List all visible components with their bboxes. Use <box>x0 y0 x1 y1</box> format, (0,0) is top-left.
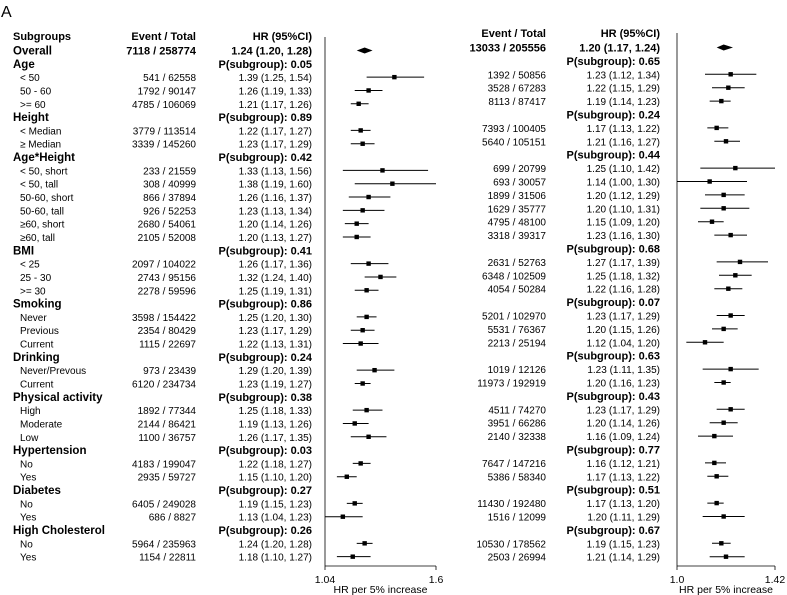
left-forest-panel <box>13 37 443 595</box>
hr-text: 1.26 (1.17, 1.35) <box>238 432 312 444</box>
overall-hr-text: 1.20 (1.17, 1.24) <box>579 42 660 55</box>
hr-point <box>360 381 364 385</box>
hr-text: 1.27 (1.17, 1.39) <box>586 257 660 269</box>
hr-point <box>710 220 714 224</box>
hr-point <box>360 328 364 332</box>
subgroup-item-label: No <box>20 459 33 471</box>
event-total: 3528 / 67283 <box>487 83 546 95</box>
subgroup-p-value: P(subgroup): 0.24 <box>566 109 660 122</box>
hr-point <box>392 75 396 79</box>
event-total: 2144 / 86421 <box>137 419 196 431</box>
event-total: 1115 / 22697 <box>139 339 196 351</box>
event-total: 5386 / 58340 <box>487 472 546 484</box>
event-total: 2140 / 32338 <box>487 432 546 444</box>
subgroup-heading: Smoking <box>13 298 62 311</box>
subgroup-p-value: P(subgroup): 0.07 <box>566 297 660 310</box>
hr-text: 1.20 (1.11, 1.29) <box>587 512 660 524</box>
event-total: 1516 / 12099 <box>487 512 546 524</box>
event-total: 2278 / 59596 <box>137 286 196 298</box>
event-total: 233 / 21559 <box>143 166 196 178</box>
event-total: 7647 / 147216 <box>482 458 546 470</box>
hr-point <box>358 341 362 345</box>
hr-text: 1.29 (1.20, 1.39) <box>238 366 312 378</box>
hr-text: 1.19 (1.15, 1.23) <box>238 499 312 511</box>
hr-text: 1.21 (1.14, 1.29) <box>586 552 660 564</box>
subgroup-p-value: P(subgroup): 0.42 <box>218 152 312 165</box>
event-total: 2097 / 104022 <box>132 259 196 271</box>
hr-text: 1.17 (1.13, 1.22) <box>586 123 660 135</box>
hr-text: 1.20 (1.12, 1.29) <box>586 190 660 202</box>
hr-point <box>351 554 355 558</box>
hr-text: 1.23 (1.17, 1.29) <box>238 326 312 338</box>
subgroup-item-label: 25 - 30 <box>20 272 52 284</box>
x-tick-label: 1.42 <box>764 574 786 586</box>
hr-text: 1.32 (1.24, 1.40) <box>238 272 312 284</box>
hr-point <box>378 275 382 279</box>
hr-point <box>360 208 364 212</box>
subgroup-item-label: ≥60, short <box>20 219 65 231</box>
subgroup-heading: Height <box>13 112 49 125</box>
subgroup-item-label: Yes <box>20 552 37 564</box>
event-total: 1899 / 31506 <box>487 190 546 202</box>
hr-point <box>353 501 357 505</box>
hr-text: 1.23 (1.17, 1.29) <box>586 311 660 323</box>
subgroup-p-value: P(subgroup): 0.43 <box>566 390 660 403</box>
event-total: 3339 / 145260 <box>132 139 196 151</box>
hr-text: 1.25 (1.18, 1.33) <box>238 406 312 418</box>
x-axis-label: HR per 5% increase <box>333 584 428 595</box>
header-subgroups: Subgroups <box>13 31 72 43</box>
event-total: 2935 / 59727 <box>137 472 196 484</box>
hr-text: 1.33 (1.13, 1.56) <box>238 166 312 178</box>
subgroup-p-value: P(subgroup): 0.67 <box>566 524 660 537</box>
hr-text: 1.25 (1.19, 1.31) <box>238 286 312 298</box>
subgroup-p-value: P(subgroup): 0.38 <box>218 391 312 404</box>
subgroup-heading: Age <box>13 58 35 71</box>
subgroup-p-value: P(subgroup): 0.24 <box>218 351 312 364</box>
hr-point <box>703 340 707 344</box>
event-total: 5201 / 102970 <box>482 311 546 323</box>
subgroup-item-label: 50 - 60 <box>20 86 52 98</box>
event-total: 4511 / 74270 <box>488 405 546 417</box>
hr-text: 1.38 (1.19, 1.60) <box>238 179 312 191</box>
hr-text: 1.17 (1.13, 1.20) <box>586 499 660 511</box>
hr-point <box>714 501 718 505</box>
subgroup-item-label: ≥60, tall <box>20 232 55 244</box>
event-total: 2743 / 95156 <box>137 272 196 284</box>
hr-point <box>707 179 711 183</box>
event-total: 10530 / 178562 <box>476 539 546 551</box>
hr-text: 1.23 (1.12, 1.34) <box>586 70 660 82</box>
event-total: 3779 / 113514 <box>132 126 196 138</box>
event-total: 2213 / 25194 <box>487 338 546 350</box>
hr-point <box>345 475 349 479</box>
overall-hr-text: 1.24 (1.20, 1.28) <box>231 45 312 58</box>
overall-label: Overall <box>13 45 52 58</box>
subgroup-p-value: P(subgroup): 0.63 <box>566 350 660 363</box>
event-total: 1792 / 90147 <box>137 86 196 98</box>
event-total: 3598 / 154422 <box>132 312 196 324</box>
event-total: 973 / 23439 <box>143 366 196 378</box>
subgroup-item-label: Previous <box>20 326 59 338</box>
event-total: 6120 / 234734 <box>132 379 196 391</box>
hr-point <box>353 421 357 425</box>
subgroup-item-label: 50-60, tall <box>20 206 64 218</box>
hr-point <box>728 313 732 317</box>
header-hr-left: HR (95%CI) <box>252 31 312 43</box>
subgroup-item-label: 50-60, short <box>20 193 74 205</box>
panel-label: A <box>1 4 12 21</box>
event-total: 541 / 62558 <box>143 73 196 85</box>
subgroup-item-label: < 50, short <box>20 166 68 178</box>
hr-point <box>733 166 737 170</box>
event-total: 7393 / 100405 <box>482 123 546 135</box>
hr-text: 1.14 (1.00, 1.30) <box>586 177 660 189</box>
hr-point <box>726 86 730 90</box>
hr-point <box>366 261 370 265</box>
hr-text: 1.23 (1.11, 1.35) <box>587 365 660 377</box>
event-total: 4054 / 50284 <box>487 284 546 296</box>
hr-text: 1.21 (1.17, 1.26) <box>238 99 312 111</box>
hr-point <box>719 541 723 545</box>
event-total: 4785 / 106069 <box>132 99 196 111</box>
hr-text: 1.12 (1.04, 1.20) <box>586 338 660 350</box>
subgroup-heading: Physical activity <box>13 391 103 404</box>
hr-point <box>390 182 394 186</box>
hr-text: 1.25 (1.10, 1.42) <box>586 164 660 176</box>
hr-point <box>358 128 362 132</box>
overall-event-total: 7118 / 258774 <box>126 45 196 58</box>
subgroup-item-label: High <box>20 406 41 418</box>
subgroup-item-label: Yes <box>20 472 37 484</box>
subgroup-item-label: Never/Prevous <box>20 366 87 378</box>
hr-text: 1.22 (1.16, 1.28) <box>586 284 660 296</box>
hr-point <box>733 273 737 277</box>
hr-point <box>712 461 716 465</box>
hr-text: 1.26 (1.17, 1.36) <box>238 259 312 271</box>
hr-point <box>366 435 370 439</box>
hr-point <box>724 139 728 143</box>
hr-text: 1.15 (1.10, 1.20) <box>238 472 312 484</box>
event-total: 5531 / 76367 <box>487 324 546 336</box>
hr-text: 1.23 (1.13, 1.34) <box>238 206 312 218</box>
event-total: 2631 / 52763 <box>487 257 546 269</box>
subgroup-item-label: No <box>20 539 33 551</box>
header-hr-right: HR (95%CI) <box>600 28 660 40</box>
hr-text: 1.25 (1.18, 1.32) <box>586 271 660 283</box>
subgroup-p-value: P(subgroup): 0.41 <box>218 245 312 258</box>
hr-text: 1.18 (1.10, 1.27) <box>238 552 312 564</box>
event-total: 686 / 8827 <box>148 512 196 524</box>
subgroup-item-label: Low <box>20 432 39 444</box>
hr-text: 1.26 (1.19, 1.33) <box>238 86 312 98</box>
subgroup-heading: Age*Height <box>13 152 75 165</box>
subgroup-p-value: P(subgroup): 0.03 <box>218 445 312 458</box>
hr-point <box>355 221 359 225</box>
event-total: 4795 / 48100 <box>487 217 546 229</box>
hr-text: 1.22 (1.13, 1.31) <box>238 339 312 351</box>
event-total: 1892 / 77344 <box>137 406 196 418</box>
subgroup-heading: Hypertension <box>13 445 87 458</box>
event-total: 1100 / 36757 <box>138 432 196 444</box>
hr-text: 1.23 (1.19, 1.27) <box>238 379 312 391</box>
hr-text: 1.20 (1.14, 1.26) <box>586 418 660 430</box>
overall-diamond <box>357 48 373 54</box>
subgroup-item-label: Moderate <box>20 419 63 431</box>
hr-point <box>356 102 360 106</box>
subgroup-p-value: P(subgroup): 0.26 <box>218 525 312 538</box>
subgroup-item-label: ≥ Median <box>20 139 62 151</box>
event-total: 699 / 20799 <box>493 164 546 176</box>
subgroup-item-label: Current <box>20 379 54 391</box>
event-total: 3951 / 66286 <box>487 418 546 430</box>
hr-text: 1.23 (1.17, 1.29) <box>586 405 660 417</box>
hr-point <box>372 368 376 372</box>
hr-point <box>362 541 366 545</box>
hr-point <box>721 327 725 331</box>
subgroup-p-value: P(subgroup): 0.27 <box>218 485 312 498</box>
hr-text: 1.19 (1.14, 1.23) <box>586 97 660 109</box>
subgroup-p-value: P(subgroup): 0.44 <box>566 149 660 162</box>
hr-point <box>719 99 723 103</box>
hr-point <box>721 380 725 384</box>
hr-text: 1.25 (1.20, 1.30) <box>238 312 312 324</box>
hr-point <box>360 142 364 146</box>
right-forest-panel <box>470 33 786 595</box>
hr-text: 1.20 (1.15, 1.26) <box>586 324 660 336</box>
hr-text: 1.20 (1.13, 1.27) <box>238 232 312 244</box>
hr-point <box>728 233 732 237</box>
hr-text: 1.23 (1.16, 1.30) <box>586 231 660 243</box>
subgroup-p-value: P(subgroup): 0.65 <box>566 55 660 68</box>
subgroup-item-label: < 50, tall <box>20 179 59 191</box>
hr-text: 1.19 (1.15, 1.23) <box>586 539 660 551</box>
hr-point <box>726 287 730 291</box>
subgroup-p-value: P(subgroup): 0.77 <box>566 444 660 457</box>
event-total: 1629 / 35777 <box>487 204 546 216</box>
subgroup-heading: High Cholesterol <box>13 525 106 538</box>
hr-point <box>724 555 728 559</box>
overall-event-total: 13033 / 205556 <box>469 42 546 55</box>
event-total: 1392 / 50856 <box>487 70 546 82</box>
hr-text: 1.20 (1.14, 1.26) <box>238 219 312 231</box>
event-total: 5640 / 105151 <box>482 137 546 149</box>
subgroup-heading: Drinking <box>13 351 60 364</box>
hr-point <box>728 367 732 371</box>
hr-point <box>714 474 718 478</box>
hr-point <box>721 514 725 518</box>
subgroup-item-label: < 50 <box>20 73 40 85</box>
hr-point <box>358 461 362 465</box>
subgroup-item-label: No <box>20 499 33 511</box>
x-axis-label: HR per 5% increase <box>679 584 773 595</box>
hr-point <box>728 407 732 411</box>
overall-diamond <box>717 45 733 51</box>
hr-point <box>364 315 368 319</box>
subgroup-item-label: Yes <box>20 512 37 524</box>
event-total: 2680 / 54061 <box>137 219 196 231</box>
hr-text: 1.22 (1.17, 1.27) <box>238 126 312 138</box>
hr-point <box>721 206 725 210</box>
x-tick-label: 1.6 <box>428 574 444 586</box>
event-total: 3318 / 39317 <box>487 231 546 243</box>
x-tick-label: 1.04 <box>314 574 336 586</box>
header-event-total-right: Event / Total <box>481 28 546 40</box>
hr-text: 1.17 (1.13, 1.22) <box>586 472 660 484</box>
hr-text: 1.22 (1.18, 1.27) <box>238 459 312 471</box>
subgroup-item-label: Current <box>20 339 54 351</box>
event-total: 693 / 30057 <box>493 177 546 189</box>
hr-text: 1.13 (1.04, 1.23) <box>238 512 312 524</box>
hr-point <box>721 193 725 197</box>
hr-point <box>380 168 384 172</box>
hr-point <box>364 408 368 412</box>
subgroup-p-value: P(subgroup): 0.89 <box>218 112 312 125</box>
event-total: 5964 / 235963 <box>132 539 196 551</box>
event-total: 6405 / 249028 <box>132 499 196 511</box>
hr-text: 1.26 (1.16, 1.37) <box>238 193 312 205</box>
subgroup-heading: BMI <box>13 245 35 258</box>
subgroup-p-value: P(subgroup): 0.05 <box>218 58 312 71</box>
hr-text: 1.21 (1.16, 1.27) <box>586 137 660 149</box>
hr-point <box>366 88 370 92</box>
x-tick-label: 1.0 <box>669 574 685 586</box>
event-total: 2105 / 52008 <box>137 232 196 244</box>
subgroup-heading: Diabetes <box>13 485 61 498</box>
event-total: 11430 / 192480 <box>477 499 546 511</box>
hr-text: 1.23 (1.17, 1.29) <box>238 139 312 151</box>
subgroup-item-label: >= 60 <box>20 99 46 111</box>
subgroup-item-label: >= 30 <box>20 286 46 298</box>
hr-text: 1.20 (1.16, 1.23) <box>586 378 660 390</box>
header-event-total-left: Event / Total <box>131 31 196 43</box>
subgroup-p-value: P(subgroup): 0.68 <box>566 243 660 256</box>
subgroup-item-label: < Median <box>20 126 62 138</box>
event-total: 926 / 52253 <box>143 206 196 218</box>
event-total: 11973 / 192919 <box>477 378 546 390</box>
hr-text: 1.16 (1.09, 1.24) <box>586 432 660 444</box>
hr-point <box>366 195 370 199</box>
event-total: 6348 / 102509 <box>482 271 546 283</box>
hr-text: 1.16 (1.12, 1.21) <box>586 458 660 470</box>
event-total: 2354 / 80429 <box>137 326 196 338</box>
hr-text: 1.22 (1.15, 1.29) <box>586 83 660 95</box>
event-total: 866 / 37894 <box>143 193 196 205</box>
event-total: 1154 / 22811 <box>139 552 196 564</box>
hr-text: 1.15 (1.09, 1.20) <box>586 217 660 229</box>
hr-text: 1.19 (1.13, 1.26) <box>238 419 312 431</box>
hr-point <box>738 260 742 264</box>
hr-point <box>728 72 732 76</box>
hr-text: 1.39 (1.25, 1.54) <box>238 73 312 85</box>
hr-text: 1.20 (1.10, 1.31) <box>586 204 660 216</box>
hr-point <box>714 126 718 130</box>
event-total: 2503 / 26994 <box>487 552 546 564</box>
hr-point <box>364 288 368 292</box>
subgroup-p-value: P(subgroup): 0.51 <box>566 484 660 497</box>
hr-point <box>341 515 345 519</box>
hr-point <box>355 235 359 239</box>
event-total: 1019 / 12126 <box>487 365 546 377</box>
subgroup-p-value: P(subgroup): 0.86 <box>218 298 312 311</box>
hr-point <box>712 434 716 438</box>
event-total: 8113 / 87417 <box>488 97 546 109</box>
hr-text: 1.24 (1.20, 1.28) <box>238 539 312 551</box>
subgroup-item-label: Never <box>20 312 47 324</box>
subgroup-item-label: < 25 <box>20 259 40 271</box>
hr-point <box>721 421 725 425</box>
event-total: 308 / 40999 <box>143 179 196 191</box>
event-total: 4183 / 199047 <box>132 459 196 471</box>
